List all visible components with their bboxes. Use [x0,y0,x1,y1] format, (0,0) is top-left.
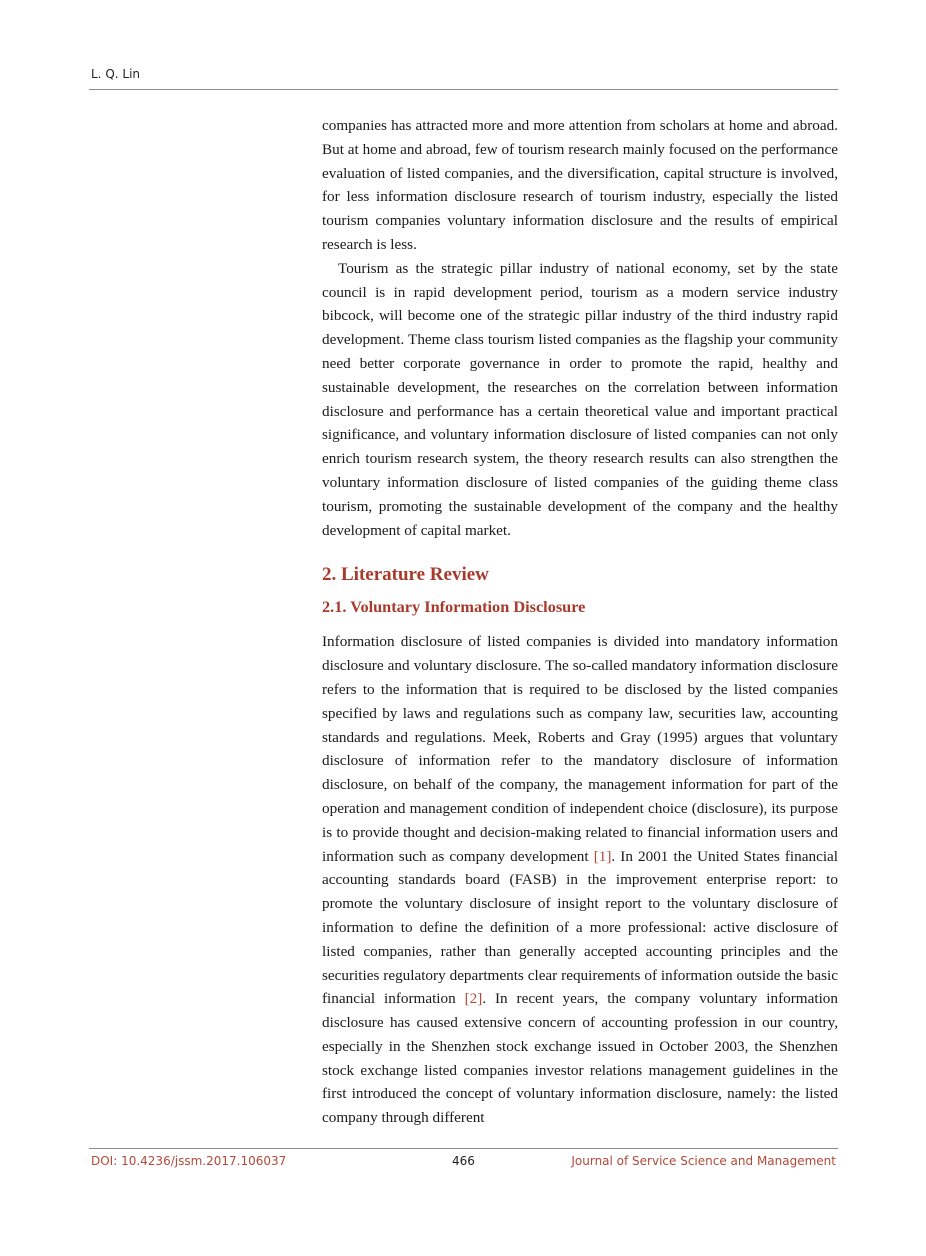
subsection-heading: 2.1. Voluntary Information Disclosure [322,597,586,617]
citation-link-2[interactable]: [2] [464,990,483,1008]
body-paragraph-3 [322,630,838,1130]
running-header-author: L. Q. Lin [91,67,141,81]
section-heading: 2. Literature Review [322,564,489,586]
paragraph-3-text-c: . In recent years, the company voluntary information disclosure has caused extensive concern of accounting profession in our country, especially in the Shenzhen stock exchange issued in October 2003, the Shenzhen stock exchange listed companies investor relations management guidelines in the first introduced the concept of voluntary information disclosure, namely: the listed company through different [322,990,838,1127]
paragraph-3-text-a: Information disclosure of listed companies is divided into mandatory information disclosure and voluntary disclosure. The so-called mandatory information disclosure refers to the information that is required to be disclosed by the listed companies specified by laws and regulations such as company law, securities law, accounting standards and regulations. Meek, Roberts and Gray (1995) argues that voluntary disclosure of information refer to the mandatory disclosure of information disclosure, on behalf of the company, the management information for part of the operation and management condition of independent choice (disclosure), its purpose is to provide thought and decision-making related to financial information users and information such as company development [322,633,838,865]
footer-journal-link[interactable]: Journal of Service Science and Management [571,1154,836,1168]
article-body [322,114,838,1130]
footer-doi-link[interactable]: DOI: 10.4236/jssm.2017.106037 [91,1154,287,1168]
paragraph-3-text-b: . In 2001 the United States financial accounting standards board (FASB) in the improvement enterprise report: to promote the voluntary disclosure of insight report to the voluntary disclosure of information to define the definition of a more professional: active disclosure of listed companies, rather than generally accepted accounting principles and the securities regulatory departments clear requirements of information outside the basic financial information [322,847,838,1008]
body-paragraph-2: Tourism as the strategic pillar industry of national economy, set by the state council is in rapid development period, tourism as a modern service industry bibcock, will become one of the strategic pillar industry of the third industry rapid development. Theme class tourism listed companies as the flagship your community need better corporate governance in order to promote the rapid, healthy and sustainable development, the researches on the correlation between information disclosure and performance has a certain theoretical value and important practical significance, and voluntary information disclosure of listed companies can not only enrich tourism research system, the theory research results can also strengthen the voluntary information disclosure of listed companies of the guiding theme class tourism, promoting the sustainable development of the company and the healthy development of capital market. [322,259,838,539]
header-divider [89,89,838,90]
body-paragraph-1: companies has attracted more and more attention from scholars at home and abroad. But at home and abroad, few of tourism research mainly focused on the performance evaluation of listed companies, and the diversification, capital structure is involved, for less information disclosure research of tourism industry, especially the listed tourism companies voluntary information disclosure and the results of empirical research is less. [322,117,838,253]
footer-page-number: 466 [452,1154,475,1168]
citation-link-1[interactable]: [1] [593,847,612,865]
footer-divider [89,1148,838,1149]
